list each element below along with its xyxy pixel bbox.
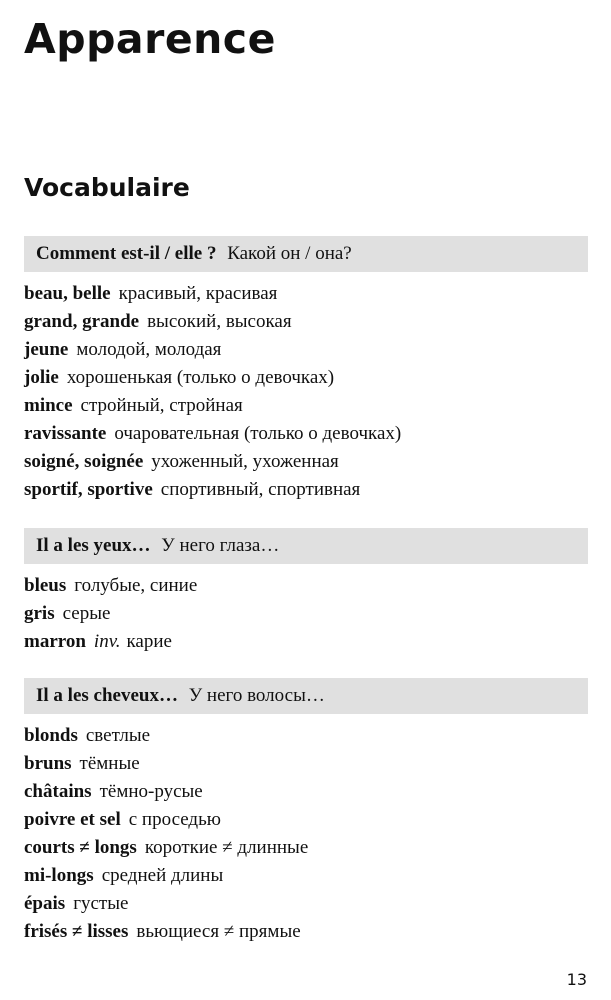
vocab-term: sportif, sportive bbox=[24, 479, 153, 500]
vocab-term: châtains bbox=[24, 781, 92, 802]
vocab-entry bbox=[24, 834, 588, 862]
vocab-translation: вьющиеся ≠ прямые bbox=[136, 921, 301, 942]
section-header-ru: У него глаза… bbox=[161, 535, 280, 556]
vocab-translation: с проседью bbox=[128, 809, 221, 830]
grammar-note: inv. bbox=[93, 631, 121, 652]
vocab-translation: тёмно-русые bbox=[99, 781, 203, 802]
vocab-entry bbox=[24, 572, 588, 600]
vocab-term: soigné, soignée bbox=[24, 451, 144, 472]
vocab-term: bleus bbox=[24, 575, 67, 596]
vocab-term: bruns bbox=[24, 753, 72, 774]
vocab-entry bbox=[24, 778, 588, 806]
vocab-entry bbox=[24, 476, 588, 504]
vocab-list bbox=[24, 272, 588, 504]
vocab-term: mi-longs bbox=[24, 865, 94, 886]
page-number: 13 bbox=[566, 970, 587, 989]
vocab-entry bbox=[24, 750, 588, 778]
vocab-section-hair bbox=[24, 678, 588, 946]
vocab-term: blonds bbox=[24, 725, 78, 746]
section-header-fr: Comment est-il / elle ? bbox=[36, 243, 217, 264]
vocab-list bbox=[24, 714, 588, 946]
vocab-translation: стройный, стройная bbox=[80, 395, 243, 416]
vocab-translation: очаровательная (только о девочках) bbox=[114, 423, 402, 444]
vocab-term: jeune bbox=[24, 339, 69, 360]
vocab-entry bbox=[24, 628, 588, 656]
vocab-term: mince bbox=[24, 395, 73, 416]
vocab-term: grand, grande bbox=[24, 311, 140, 332]
vocab-translation: голубые, синие bbox=[74, 575, 198, 596]
vocab-entry bbox=[24, 722, 588, 750]
section-header-ru: У него волосы… bbox=[188, 685, 325, 706]
vocab-translation: густые bbox=[73, 893, 129, 914]
vocab-term: épais bbox=[24, 893, 66, 914]
vocab-translation: хорошенькая (только о девочках) bbox=[66, 367, 335, 388]
vocab-entry bbox=[24, 890, 588, 918]
vocab-translation: красивый, красивая bbox=[118, 283, 278, 304]
vocab-section-appearance bbox=[24, 236, 588, 504]
page-title: Apparence bbox=[24, 15, 276, 63]
vocab-entry bbox=[24, 600, 588, 628]
vocab-term: frisés ≠ lisses bbox=[24, 921, 129, 942]
vocab-translation: тёмные bbox=[79, 753, 140, 774]
vocab-entry bbox=[24, 918, 588, 946]
section-header bbox=[24, 678, 588, 714]
vocab-entry bbox=[24, 448, 588, 476]
section-header-fr: Il a les yeux… bbox=[36, 535, 151, 556]
vocab-term: marron bbox=[24, 631, 86, 652]
vocab-entry bbox=[24, 364, 588, 392]
section-subtitle: Vocabulaire bbox=[24, 173, 190, 202]
vocab-entry bbox=[24, 806, 588, 834]
vocab-translation: ухоженный, ухоженная bbox=[151, 451, 339, 472]
vocab-translation: высокий, высокая bbox=[147, 311, 292, 332]
vocab-translation: серые bbox=[62, 603, 111, 624]
vocab-term: poivre et sel bbox=[24, 809, 121, 830]
vocab-translation: карие bbox=[126, 631, 172, 652]
vocab-term: gris bbox=[24, 603, 55, 624]
vocab-term: beau, belle bbox=[24, 283, 111, 304]
vocab-entry bbox=[24, 392, 588, 420]
vocab-translation: средней длины bbox=[101, 865, 224, 886]
vocab-term: jolie bbox=[24, 367, 59, 388]
vocab-list bbox=[24, 564, 588, 656]
section-header-ru: Какой он / она? bbox=[227, 243, 352, 264]
vocab-translation: молодой, молодая bbox=[76, 339, 222, 360]
vocab-entry bbox=[24, 336, 588, 364]
section-header bbox=[24, 528, 588, 564]
vocab-term: courts ≠ longs bbox=[24, 837, 137, 858]
section-header bbox=[24, 236, 588, 272]
vocab-translation: короткие ≠ длинные bbox=[144, 837, 309, 858]
vocab-entry bbox=[24, 280, 588, 308]
vocab-translation: спортивный, спортивная bbox=[160, 479, 361, 500]
vocab-entry bbox=[24, 420, 588, 448]
vocab-entry bbox=[24, 862, 588, 890]
vocab-entry bbox=[24, 308, 588, 336]
vocab-section-eyes bbox=[24, 528, 588, 656]
section-header-fr: Il a les cheveux… bbox=[36, 685, 178, 706]
vocab-translation: светлые bbox=[85, 725, 151, 746]
vocab-term: ravissante bbox=[24, 423, 107, 444]
